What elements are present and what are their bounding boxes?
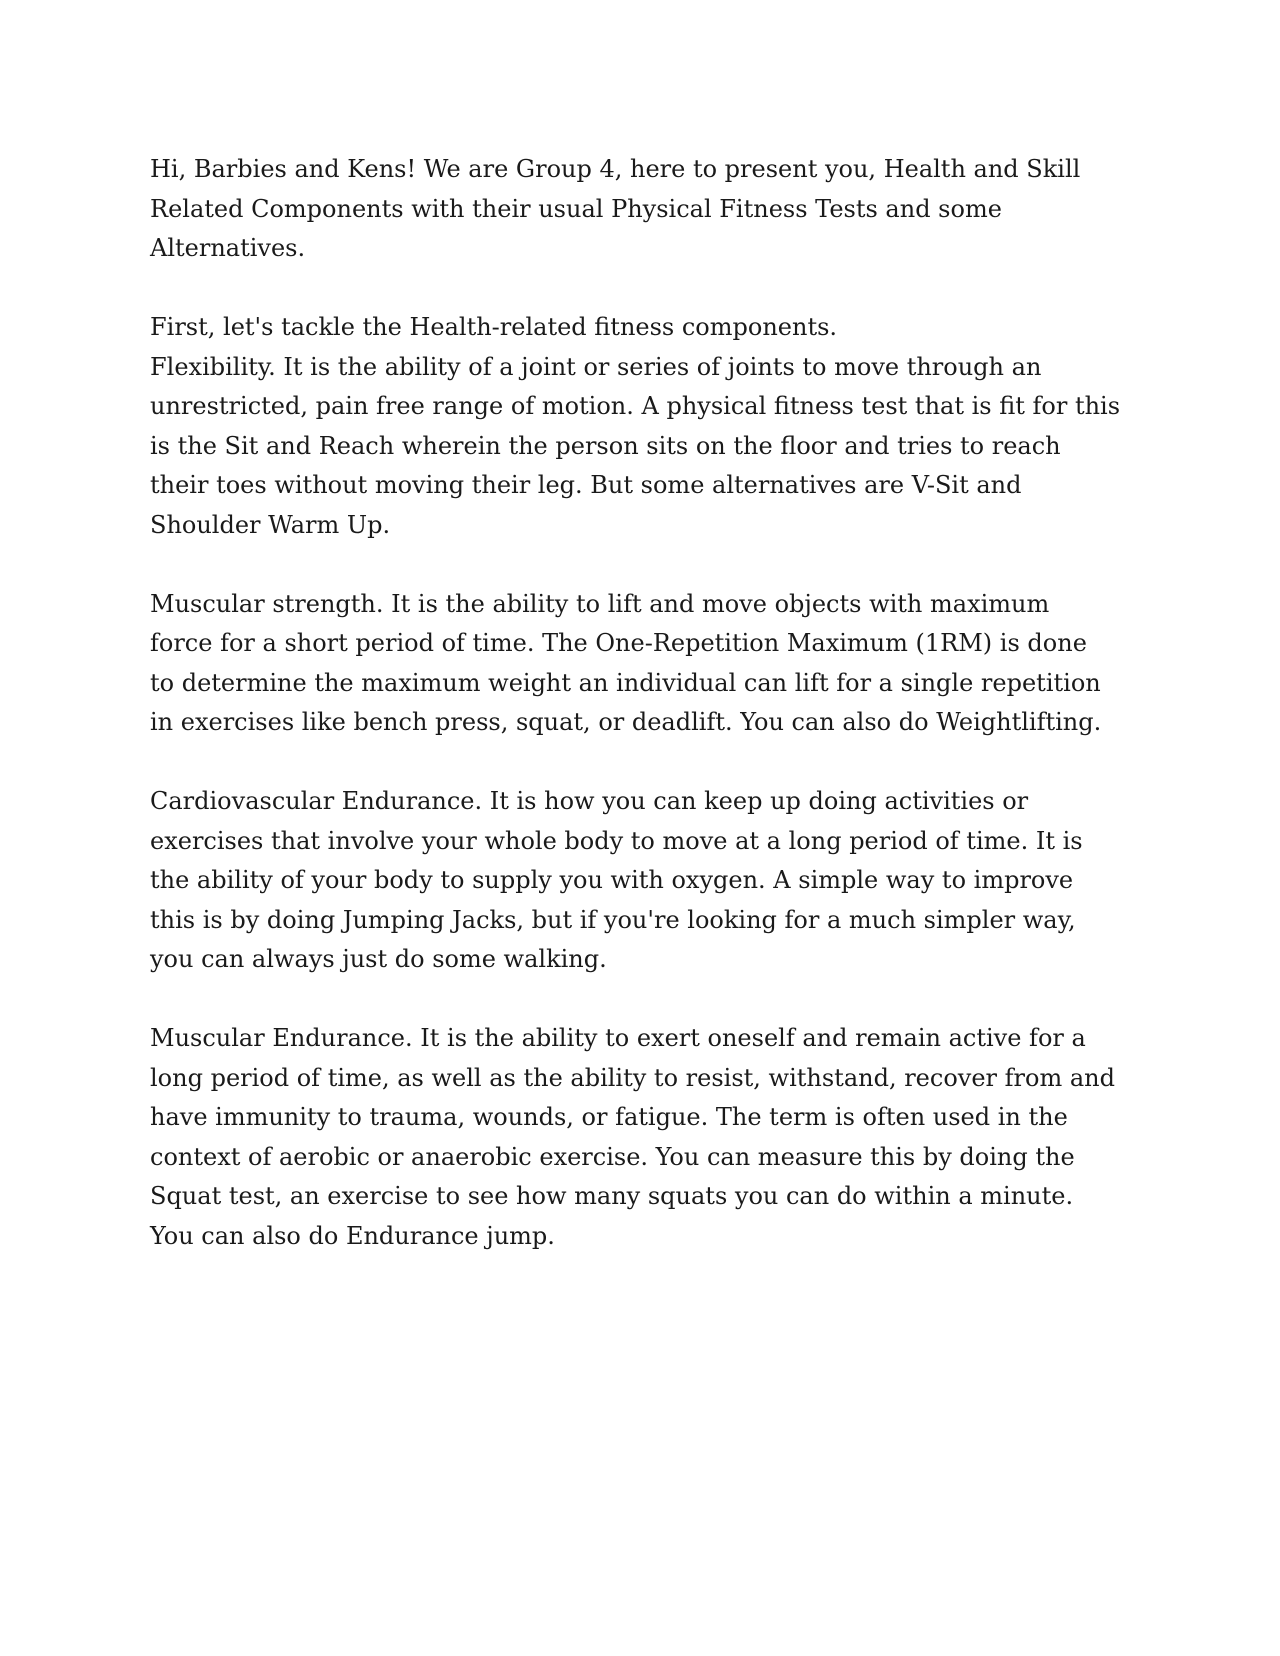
paragraph-intro <box>150 150 1130 269</box>
text-line: is the Sit and Reach wherein the person sits on the floor and tries to reach <box>150 431 1061 460</box>
paragraph-muscular-endurance <box>150 1019 1130 1256</box>
text-line: Muscular strength. It is the ability to lift and move objects with maximum <box>150 589 1050 618</box>
text-line: to determine the maximum weight an individual can lift for a single repetition <box>150 668 1101 697</box>
text-line: Alternatives. <box>150 234 306 262</box>
paragraph-cardiovascular-endurance <box>150 782 1130 980</box>
document-body <box>150 150 1130 1296</box>
text-line: this is by doing Jumping Jacks, but if you're looking for a much simpler way, <box>150 905 1076 934</box>
text-line: Muscular Endurance. It is the ability to exert oneself and remain active for a <box>150 1024 1086 1052</box>
text-line: the ability of your body to supply you with oxygen. A simple way to improve <box>150 866 1074 894</box>
text-line: in exercises like bench press, squat, or deadlift. You can also do Weightlifting. <box>150 708 1102 736</box>
text-line: Related Components with their usual Physical Fitness Tests and some <box>150 194 1002 223</box>
text-line: their toes without moving their leg. But some alternatives are V-Sit and <box>150 471 1022 499</box>
text-line: First, let's tackle the Health-related fitness components. <box>150 313 838 341</box>
text-line: Shoulder Warm Up. <box>150 510 391 539</box>
text-line: Cardiovascular Endurance. It is how you can keep up doing activities or <box>150 787 1029 815</box>
paragraph-flexibility <box>150 348 1130 546</box>
text-line: You can also do Endurance jump. <box>150 1221 555 1250</box>
text-line: Flexibility. It is the ability of a joint or series of joints to move through an <box>150 352 1042 381</box>
text-line: Hi, Barbies and Kens! We are Group 4, here to present you, Health and Skill <box>150 155 1081 183</box>
paragraph-health-intro <box>150 308 1130 348</box>
text-line: exercises that involve your whole body to move at a long period of time. It is <box>150 826 1083 855</box>
text-line: context of aerobic or anaerobic exercise. You can measure this by doing the <box>150 1142 1075 1171</box>
text-line: Squat test, an exercise to see how many squats you can do within a minute. <box>150 1182 1074 1210</box>
text-line: have immunity to trauma, wounds, or fatigue. The term is often used in the <box>150 1103 1068 1131</box>
text-line: you can always just do some walking. <box>150 945 607 973</box>
text-line: force for a short period of time. The One-Repetition Maximum (1RM) is done <box>150 629 1087 657</box>
text-line: unrestricted, pain free range of motion. A physical fitness test that is fit for this <box>150 392 1121 420</box>
text-line: long period of time, as well as the ability to resist, withstand, recover from and <box>150 1063 1115 1092</box>
paragraph-muscular-strength <box>150 585 1130 743</box>
